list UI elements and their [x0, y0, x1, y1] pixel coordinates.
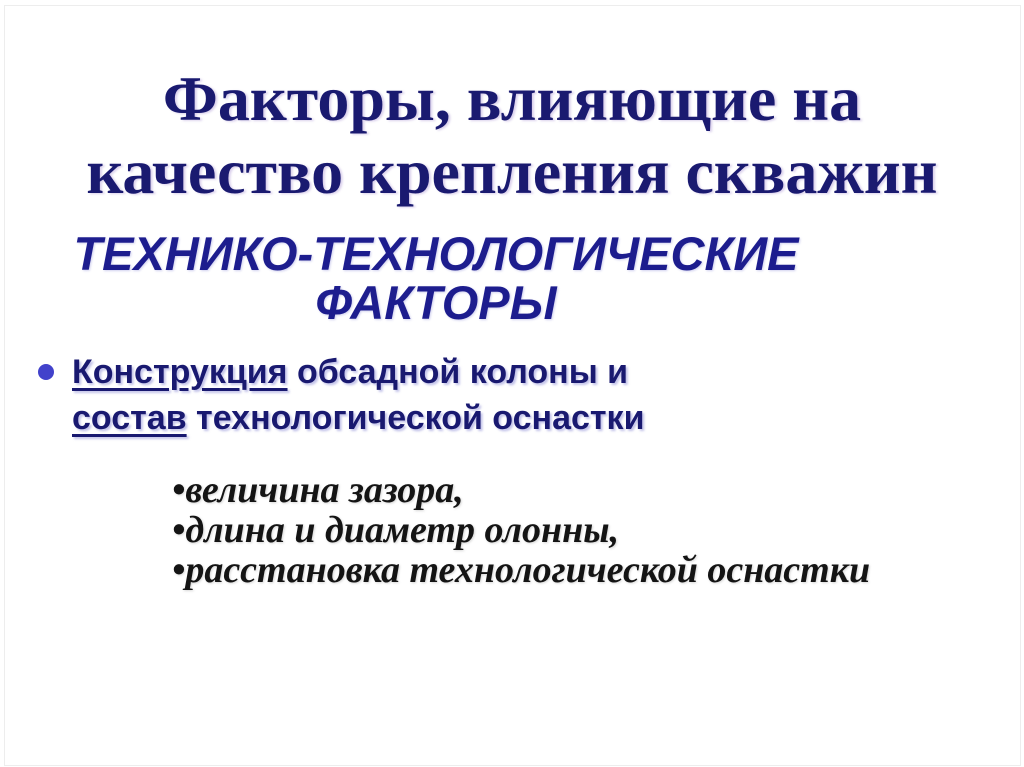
- slide-title: [40, 62, 984, 208]
- sub-bullet-text: величина зазора,: [185, 469, 464, 511]
- slide-subtitle-line-2: ФАКТОРЫ: [315, 276, 557, 329]
- bullet-item: [38, 349, 644, 441]
- slide-subtitle-line-1: ТЕХНИКО-ТЕХНОЛОГИЧЕСКИЕ: [73, 227, 799, 280]
- sub-bullet-text: длина и диаметр олонны,: [185, 509, 620, 551]
- sub-bullet-item: [172, 510, 870, 550]
- slide-title-line-1: Факторы, влияющие на: [162, 63, 862, 134]
- sub-bullet-marker: •: [172, 509, 186, 551]
- sub-bullet-item: [172, 550, 870, 590]
- slide-title-line-2: качество крепления скважин: [86, 136, 938, 207]
- sub-bullet-marker: •: [172, 549, 186, 591]
- sub-bullet-marker: •: [172, 469, 186, 511]
- bullet-segment-plain: технологической оснастки: [186, 399, 645, 437]
- sub-bullet-text: расстановка технологической оснастки: [185, 549, 871, 591]
- sub-bullet-item: [172, 470, 870, 510]
- bullet-segment-underlined: состав: [72, 399, 187, 437]
- slide-subtitle: [62, 229, 810, 327]
- bullet-dot-icon: [38, 364, 54, 380]
- bullet-text: [72, 349, 644, 441]
- bullet-segment-underlined: Конструкция: [72, 353, 288, 391]
- bullet-segment-plain: обсадной колоны и: [287, 353, 629, 391]
- sub-bullet-list: [172, 470, 870, 590]
